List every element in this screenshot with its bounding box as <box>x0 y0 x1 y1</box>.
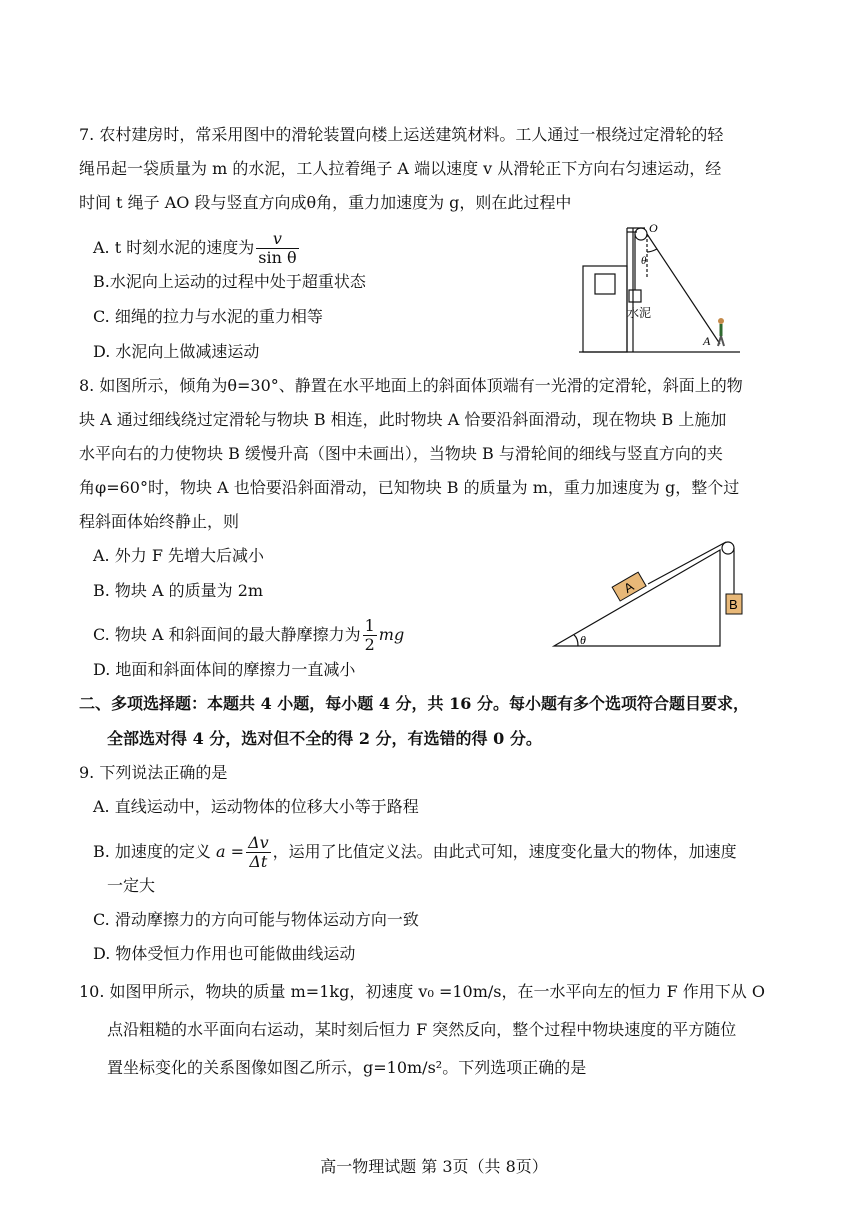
q8-option-c-denominator: 2 <box>364 635 375 654</box>
q8-stem-line2: 块 A 通过细线绕过定滑轮与物块 B 相连，此时物块 A 恰要沿斜面滑动，现在物块 B 上施加 <box>79 410 727 429</box>
q9-stem: 9. 下列说法正确的是 <box>79 763 228 782</box>
q7-option-a-numerator: v <box>256 230 298 249</box>
q7-label-cement: 水泥 <box>627 306 652 320</box>
q8-stem-line1: 8. 如图所示，倾角为θ=30°、静置在水平地面上的斜面体顶端有一光滑的定滑轮，斜面上的物 <box>79 376 743 395</box>
q7-option-a-text: A. t 时刻水泥的速度为 <box>93 238 255 257</box>
q7-option-b: B.水泥向上运动的过程中处于超重状态 <box>93 272 366 291</box>
q7-stem-line2: 绳吊起一袋质量为 m 的水泥，工人拉着绳子 A 端以速度 v 从滑轮正下方向右匀速运动，经 <box>79 159 722 178</box>
q8-option-d: D. 地面和斜面体间的摩擦力一直减小 <box>93 660 356 679</box>
q7-label-a: A <box>703 334 711 348</box>
q7-label-theta: θ <box>641 255 647 267</box>
incline-body <box>554 550 720 646</box>
q7-option-a-denominator: sin θ <box>258 248 297 267</box>
q9-option-b-rest: ，运用了比值定义法。由此式可知，速度变化量大的物体，加速度 <box>272 842 737 861</box>
q9-option-b-fraction <box>246 834 271 871</box>
q7-option-a-fraction <box>256 230 298 267</box>
q9-option-a: A. 直线运动中，运动物体的位移大小等于路程 <box>93 797 419 816</box>
q7-option-a <box>93 230 301 267</box>
q7-pulley-figure <box>575 218 745 358</box>
q8-option-c <box>93 617 404 654</box>
q8-option-a: A. 外力 F 先增大后减小 <box>93 546 265 565</box>
q8-incline-figure <box>550 536 750 652</box>
q7-stem-line1: 7. 农村建房时，常采用图中的滑轮装置向楼上运送建筑材料。工人通过一根绕过定滑轮的轻 <box>79 125 724 144</box>
q10-stem-line2: 点沿粗糙的水平面向右运动，某时刻后恒力 F 突然反向，整个过程中物块速度的平方随位 <box>107 1020 737 1039</box>
q8-stem-line4: 角φ=60°时，物块 A 也恰要沿斜面滑动，已知物块 B 的质量为 m，重力加速度为 g，整个过 <box>79 478 740 497</box>
q7-option-c: C. 细绳的拉力与水泥的重力相等 <box>93 307 323 326</box>
q7-label-o: O <box>649 221 658 235</box>
q10-stem-line1: 10. 如图甲所示，物块的质量 m=1kg，初速度 v₀ =10m/s，在一水平向左的恒力 F 作用下从 O <box>79 982 765 1001</box>
q9-option-b-numerator: Δv <box>248 833 269 852</box>
q9-option-b <box>93 834 737 871</box>
q8-option-c-text: C. 物块 A 和斜面间的最大静摩擦力为 <box>93 625 361 644</box>
q9-option-b-denominator: Δt <box>249 852 268 871</box>
cement-bag <box>629 290 641 302</box>
worker <box>718 318 724 346</box>
q9-option-b-text: B. 加速度的定义 <box>93 842 211 861</box>
q10-stem-line3: 置坐标变化的关系图像如图乙所示，g=10m/s²。下列选项正确的是 <box>107 1058 587 1077</box>
section2-heading-line1: 二、多项选择题：本题共 4 小题，每小题 4 分，共 16 分。每小题有多个选项符合题目要求， <box>79 694 749 713</box>
q9-option-b-continued: 一定大 <box>107 876 156 895</box>
page-footer: 高一物理试题 第 3页（共 8页） <box>320 1157 548 1176</box>
q9-option-b-symbol: a = <box>216 842 245 861</box>
block-a-label: A <box>621 578 637 596</box>
section2-heading-line2: 全部选对得 4 分，选对但不全的得 2 分，有选错的得 0 分。 <box>107 729 542 748</box>
q8-option-c-fraction <box>363 617 377 654</box>
q8-option-b: B. 物块 A 的质量为 2m <box>93 581 264 600</box>
q9-option-c: C. 滑动摩擦力的方向可能与物体运动方向一致 <box>93 910 419 929</box>
q7-stem-line3: 时间 t 绳子 AO 段与竖直方向成θ角，重力加速度为 g，则在此过程中 <box>79 193 572 212</box>
block-b-label: B <box>729 597 738 612</box>
q9-option-d: D. 物体受恒力作用也可能做曲线运动 <box>93 944 356 963</box>
pulley <box>635 228 647 240</box>
q8-option-c-unit: mg <box>378 625 405 644</box>
q8-option-c-numerator: 1 <box>364 616 375 635</box>
building <box>583 266 627 352</box>
block-a <box>612 572 646 601</box>
q8-stem-line3: 水平向右的力使物块 B 缓慢升高（图中未画出），当物块 B 与滑轮间的细线与竖直方向的夹 <box>79 444 723 463</box>
building-window <box>595 274 615 294</box>
q8-stem-line5: 程斜面体始终静止，则 <box>79 512 240 531</box>
q7-option-d: D. 水泥向上做减速运动 <box>93 342 260 361</box>
q8-label-theta: θ <box>580 633 586 647</box>
